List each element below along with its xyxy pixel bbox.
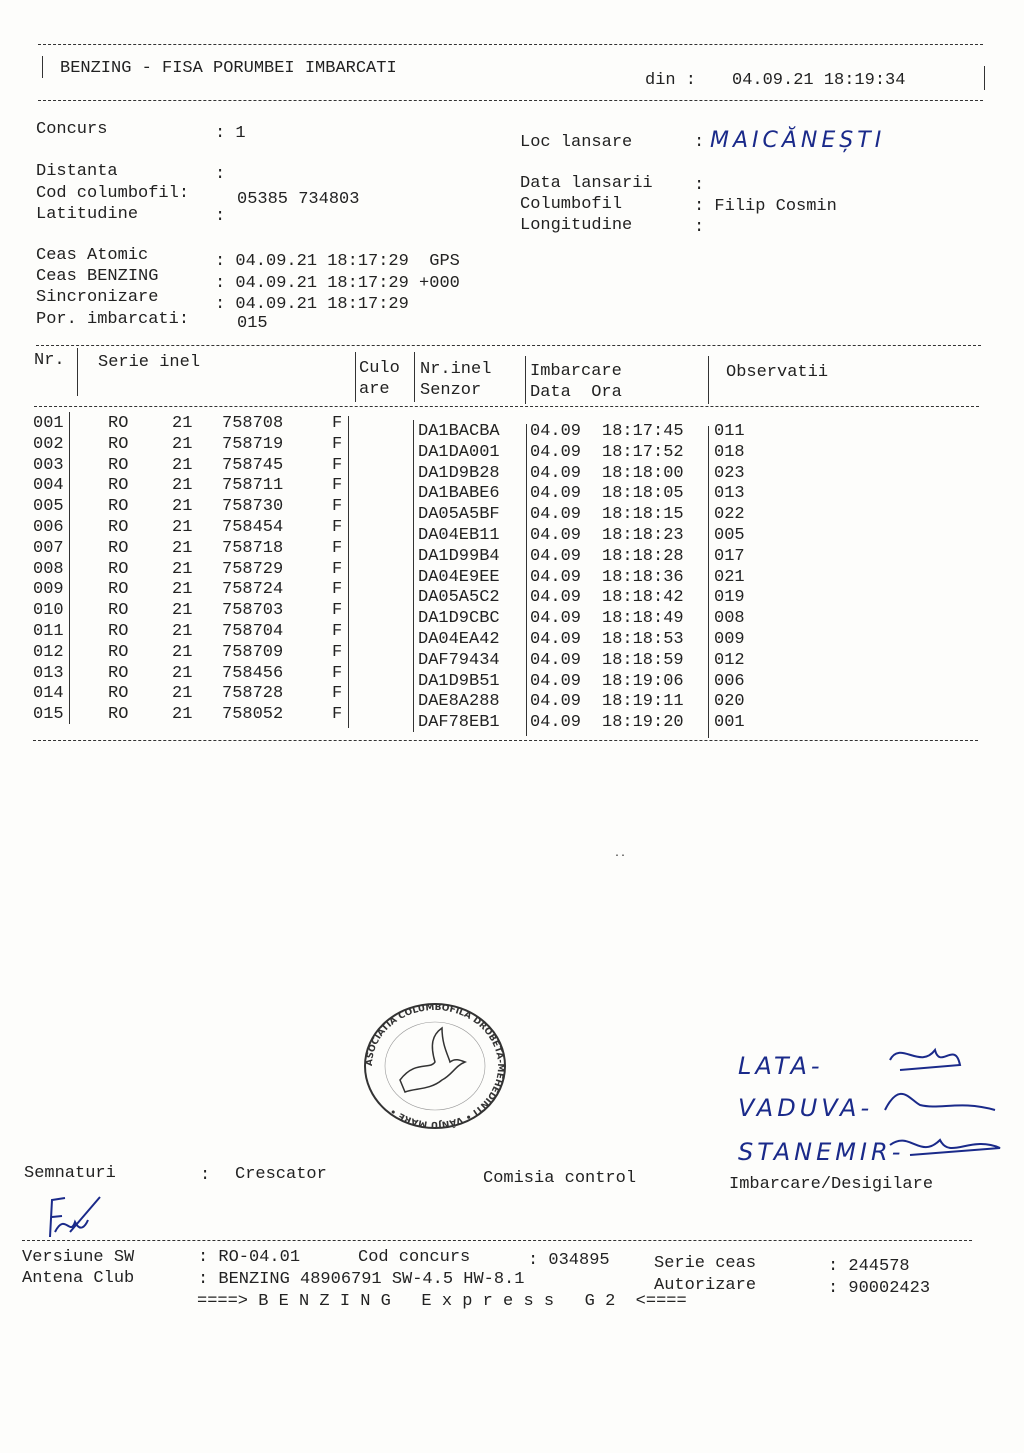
cell-country: RO	[108, 497, 129, 517]
signature-scribbles-icon	[880, 1030, 1010, 1170]
cell-nr: 011	[33, 622, 64, 641]
table-row	[0, 580, 1024, 608]
cell-time: 18:18:15	[602, 505, 684, 525]
cell-obs: 017	[714, 546, 745, 566]
crescator-label: Crescator	[235, 1165, 327, 1184]
cell-nr: 008	[33, 559, 64, 579]
ceas-benzing-suffix: +000	[419, 274, 460, 293]
semnaturi-label: Semnaturi	[24, 1164, 116, 1183]
cell-nr: 003	[33, 455, 64, 475]
col-header-imbarcare-1: Imbarcare	[530, 362, 622, 381]
col-header-nr-inel-1: Nr.inel	[420, 360, 492, 379]
colon: :	[694, 133, 705, 152]
cell-time: 18:18:00	[602, 463, 684, 483]
cell-obs: 001	[714, 713, 745, 733]
cell-country: RO	[108, 434, 129, 454]
cell-sex: F	[332, 538, 343, 558]
table-row	[0, 601, 1024, 629]
cell-obs: 019	[714, 588, 745, 608]
table-row	[0, 642, 1024, 670]
cell-ring: 758708	[222, 414, 284, 433]
cell-year: 21	[172, 684, 193, 704]
cell-time: 18:19:06	[602, 671, 684, 691]
cell-ring: 758730	[222, 497, 284, 517]
cell-nr: 006	[33, 518, 64, 537]
cell-nr: 001	[33, 414, 64, 433]
cell-nr: 014	[33, 684, 64, 704]
cell-time: 18:18:36	[602, 567, 684, 587]
handwritten-name-2: VADUVA-	[738, 1094, 874, 1122]
serie-ceas-value: : 244578	[828, 1257, 910, 1276]
cell-sex: F	[332, 580, 343, 600]
cell-sensor: DA1D99B4	[418, 546, 500, 566]
columbofil-label: Columbofil	[520, 195, 623, 214]
sincronizare-time: 04.09.21 18:17:29	[235, 295, 409, 314]
col-header-nr-inel-2: Senzor	[420, 381, 482, 400]
concurs-value: : 1	[215, 124, 246, 143]
cell-date: 04.09	[530, 422, 582, 441]
cell-date: 04.09	[530, 650, 582, 670]
cell-sex: F	[332, 414, 343, 433]
cell-nr: 012	[33, 642, 64, 662]
loc-lansare-value: MAICĂNEȘTI	[710, 128, 886, 153]
cell-sex: F	[332, 663, 343, 683]
cell-time: 18:19:11	[602, 692, 684, 712]
cell-year: 21	[172, 455, 193, 475]
table-row	[0, 559, 1024, 587]
loc-lansare-label: Loc lansare	[520, 133, 633, 152]
colon: :	[215, 207, 226, 226]
divider	[77, 348, 78, 396]
col-header-observatii: Observatii	[726, 363, 829, 382]
concurs-label: Concurs	[36, 120, 108, 139]
cell-sex: F	[332, 601, 343, 621]
colon: :	[694, 218, 705, 237]
cell-sensor: DA05A5C2	[418, 588, 500, 608]
cell-time: 18:18:05	[602, 484, 684, 504]
cell-ring: 758704	[222, 622, 284, 641]
cell-year: 21	[172, 518, 193, 537]
col-header-nr: Nr.	[34, 351, 65, 370]
col-header-culoare-1: Culo	[359, 359, 400, 378]
cell-nr: 007	[33, 538, 64, 558]
cell-sex: F	[332, 434, 343, 454]
cell-date: 04.09	[530, 567, 582, 587]
autorizare-label: Autorizare	[654, 1276, 757, 1295]
ceas-benzing-value: : 04.09.21 18:17:29 +000	[215, 274, 460, 293]
cell-time: 18:18:23	[602, 526, 684, 545]
distanta-label: Distanta	[36, 162, 118, 181]
cell-time: 18:19:20	[602, 713, 684, 733]
cell-sensor: DA1BABE6	[418, 484, 500, 504]
sincronizare-label: Sincronizare	[36, 288, 159, 307]
cell-sensor: DA05A5BF	[418, 505, 500, 525]
data-lansarii-label: Data lansarii	[520, 174, 653, 193]
cell-sensor: DAE8A288	[418, 692, 500, 712]
cell-year: 21	[172, 705, 193, 725]
cod-concurs-value: : 034895	[528, 1251, 610, 1270]
cell-ring: 758745	[222, 455, 284, 475]
cell-date: 04.09	[530, 671, 582, 691]
cell-country: RO	[108, 705, 129, 725]
cell-sensor: DA1D9CBC	[418, 609, 500, 629]
club-stamp-icon	[360, 1000, 510, 1132]
cell-time: 18:18:28	[602, 546, 684, 566]
versiune-sw-value: : RO-04.01	[198, 1248, 301, 1267]
speck: ..	[614, 849, 627, 860]
cell-obs: 022	[714, 505, 745, 525]
cell-ring: 758719	[222, 434, 284, 454]
columbofil-value: : Filip Cosmin	[694, 197, 837, 216]
divider	[414, 352, 415, 402]
table-row	[0, 663, 1024, 691]
cell-obs: 012	[714, 650, 745, 670]
cell-obs: 009	[714, 630, 745, 649]
cell-date: 04.09	[530, 546, 582, 566]
cell-obs: 011	[714, 422, 745, 441]
cell-year: 21	[172, 559, 193, 579]
cell-year: 21	[172, 538, 193, 558]
columbofil-name: Filip Cosmin	[714, 197, 837, 216]
cell-ring: 758703	[222, 601, 284, 621]
cell-time: 18:17:45	[602, 422, 684, 441]
cell-sex: F	[332, 518, 343, 537]
cell-sex: F	[332, 476, 343, 496]
colon: :	[200, 1166, 211, 1185]
cell-sensor: DA04E9EE	[418, 567, 500, 587]
cell-obs: 008	[714, 609, 745, 629]
cell-time: 18:18:59	[602, 650, 684, 670]
cell-sex: F	[332, 705, 343, 725]
serie-ceas-label: Serie ceas	[654, 1254, 757, 1273]
cell-year: 21	[172, 497, 193, 517]
cell-country: RO	[108, 601, 129, 621]
divider	[36, 345, 981, 346]
divider	[33, 740, 978, 741]
col-header-culoare-2: are	[359, 380, 390, 399]
cell-country: RO	[108, 684, 129, 704]
cell-date: 04.09	[530, 442, 582, 462]
cell-ring: 758052	[222, 705, 284, 725]
cell-year: 21	[172, 642, 193, 662]
cell-obs: 018	[714, 442, 745, 462]
cell-sensor: DAF78EB1	[418, 713, 500, 733]
benzing-express-banner: ====> B E N Z I N G E x p r e s s G 2 <====	[197, 1292, 687, 1311]
cell-date: 04.09	[530, 713, 582, 733]
cell-nr: 005	[33, 497, 64, 517]
document-title: BENZING - FISA PORUMBEI IMBARCATI	[60, 59, 397, 78]
din-label: din :	[645, 71, 697, 90]
cell-time: 18:18:53	[602, 630, 684, 649]
cell-time: 18:18:49	[602, 609, 684, 629]
cell-nr: 002	[33, 434, 64, 454]
cell-ring: 758711	[222, 476, 284, 496]
cell-sensor: DA1BACBA	[418, 422, 500, 441]
cod-columbofil-value: 05385 734803	[237, 190, 360, 209]
cell-date: 04.09	[530, 505, 582, 525]
ceas-atomic-value: : 04.09.21 18:17:29 GPS	[215, 252, 460, 271]
cell-country: RO	[108, 622, 129, 641]
cell-sex: F	[332, 455, 343, 475]
divider	[984, 66, 985, 90]
cell-date: 04.09	[530, 526, 582, 545]
cell-sex: F	[332, 622, 343, 641]
colon: :	[215, 165, 226, 184]
cell-ring: 758718	[222, 538, 284, 558]
cell-country: RO	[108, 455, 129, 475]
table-row	[0, 518, 1024, 545]
concurs-number: 1	[235, 124, 246, 143]
table-row	[0, 434, 1024, 462]
sincronizare-value: : 04.09.21 18:17:29	[215, 295, 409, 314]
longitudine-label: Longitudine	[520, 216, 633, 235]
cell-country: RO	[108, 518, 129, 537]
cell-obs: 013	[714, 484, 745, 504]
ceas-atomic-label: Ceas Atomic	[36, 246, 149, 265]
handwritten-name-1: LATA-	[738, 1052, 824, 1080]
cell-ring: 758454	[222, 518, 284, 537]
table-row	[0, 414, 1024, 441]
comisia-control-label: Comisia control	[483, 1169, 637, 1188]
cell-country: RO	[108, 538, 129, 558]
table-row	[0, 476, 1024, 504]
cell-ring: 758709	[222, 642, 284, 662]
divider	[38, 44, 983, 45]
cell-obs: 005	[714, 526, 745, 545]
por-imbarcati-label: Por. imbarcati:	[36, 310, 190, 329]
cell-sex: F	[332, 642, 343, 662]
cell-country: RO	[108, 663, 129, 683]
table-row	[0, 497, 1024, 525]
cell-obs: 023	[714, 463, 745, 483]
table-row	[0, 622, 1024, 649]
cell-sex: F	[332, 684, 343, 704]
ceas-atomic-suffix: GPS	[429, 252, 460, 271]
ceas-benzing-time: 04.09.21 18:17:29	[235, 274, 409, 293]
cell-country: RO	[108, 414, 129, 433]
cell-obs: 020	[714, 692, 745, 712]
cell-sensor: DAF79434	[418, 650, 500, 670]
cell-sensor: DA04EB11	[418, 526, 500, 545]
versiune-sw-label: Versiune SW	[22, 1248, 135, 1267]
cell-sensor: DA1D9B28	[418, 463, 500, 483]
cell-sensor: DA04EA42	[418, 630, 500, 649]
cod-columbofil-label: Cod columbofil:	[36, 184, 190, 203]
cell-date: 04.09	[530, 484, 582, 504]
stamp-text: ASOCIATIA COLUMBOFILA DROBETA-MEHEDINTI • VÂNJU MARE •	[364, 1002, 506, 1130]
col-header-imbarcare-2: Data Ora	[530, 383, 622, 402]
cell-time: 18:17:52	[602, 442, 684, 462]
divider	[34, 406, 979, 407]
cell-year: 21	[172, 663, 193, 683]
cell-obs: 021	[714, 567, 745, 587]
cell-sex: F	[332, 559, 343, 579]
divider	[22, 1240, 972, 1241]
ceas-benzing-label: Ceas BENZING	[36, 267, 159, 286]
table-row	[0, 455, 1024, 483]
cell-date: 04.09	[530, 463, 582, 483]
cell-country: RO	[108, 476, 129, 496]
cell-nr: 009	[33, 580, 64, 600]
imbarcare-desigilare-label: Imbarcare/Desigilare	[729, 1175, 934, 1194]
divider	[38, 100, 983, 101]
col-header-serie-inel: Serie inel	[98, 353, 201, 372]
cell-nr: 004	[33, 476, 64, 496]
table-row	[0, 705, 1024, 733]
cell-nr: 015	[33, 705, 64, 725]
din-value: 04.09.21 18:19:34	[732, 71, 906, 90]
cell-nr: 010	[33, 601, 64, 621]
divider	[355, 352, 356, 402]
cell-year: 21	[172, 414, 193, 433]
cell-date: 04.09	[530, 588, 582, 608]
table-row	[0, 538, 1024, 566]
cell-ring: 758728	[222, 684, 284, 704]
cell-year: 21	[172, 601, 193, 621]
cell-sensor: DA1DA001	[418, 442, 500, 462]
crescator-signature-icon	[40, 1192, 110, 1242]
cell-year: 21	[172, 622, 193, 641]
cell-year: 21	[172, 434, 193, 454]
cell-ring: 758456	[222, 663, 284, 683]
cell-ring: 758729	[222, 559, 284, 579]
cell-country: RO	[108, 559, 129, 579]
latitudine-label: Latitudine	[36, 205, 139, 224]
cell-obs: 006	[714, 671, 745, 691]
antena-club-value: : BENZING 48906791 SW-4.5 HW-8.1	[198, 1270, 525, 1289]
cell-year: 21	[172, 580, 193, 600]
divider	[42, 56, 43, 78]
divider	[525, 356, 526, 404]
autorizare-value: : 90002423	[828, 1279, 931, 1298]
divider	[708, 356, 709, 404]
cell-date: 04.09	[530, 692, 582, 712]
table-row	[0, 684, 1024, 712]
antena-club-label: Antena Club	[22, 1269, 135, 1288]
cell-date: 04.09	[530, 609, 582, 629]
cell-time: 18:18:42	[602, 588, 684, 608]
por-imbarcati-value: 015	[237, 314, 268, 333]
cell-ring: 758724	[222, 580, 284, 600]
colon: :	[694, 176, 705, 195]
cell-year: 21	[172, 476, 193, 496]
cell-country: RO	[108, 580, 129, 600]
ceas-atomic-time: 04.09.21 18:17:29	[235, 252, 409, 271]
handwritten-name-3: STANEMIR-	[738, 1138, 905, 1166]
cell-nr: 013	[33, 663, 64, 683]
cell-country: RO	[108, 642, 129, 662]
cell-sex: F	[332, 497, 343, 517]
cell-date: 04.09	[530, 630, 582, 649]
cod-concurs-label: Cod concurs	[358, 1248, 471, 1267]
cell-sensor: DA1D9B51	[418, 671, 500, 691]
